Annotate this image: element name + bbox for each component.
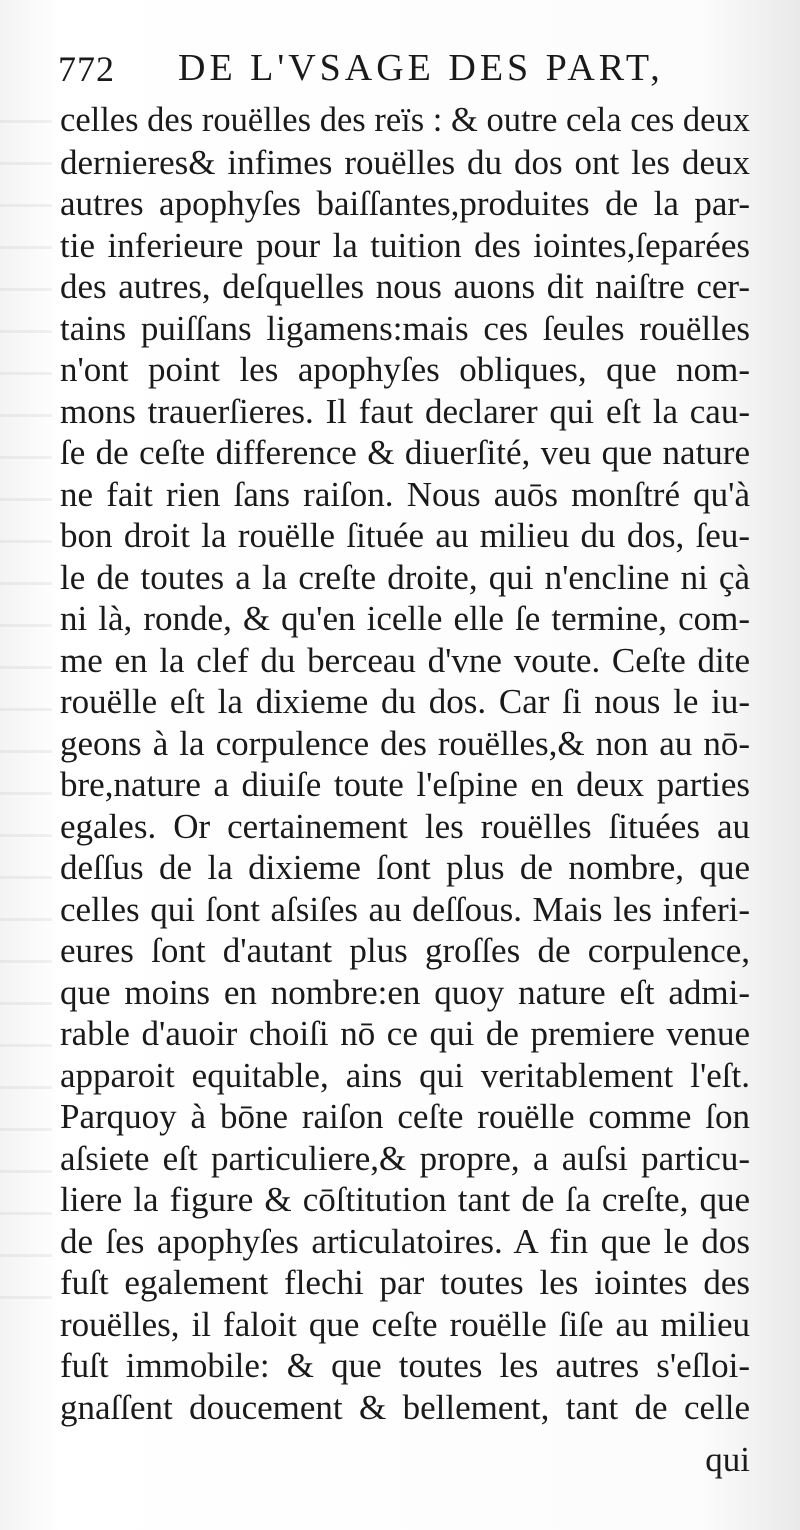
- text-line: ſe de ceſte difference & diuerſité, veu que nature: [60, 433, 750, 472]
- text-line: mons trauerſieres. Il faut declarer qui eſt la cau-: [60, 391, 750, 431]
- text-line: gnaſſent doucement & bellement, tant de celle: [60, 1387, 750, 1427]
- text-line: autres apophyſes baiſſantes,produites de la par-: [60, 184, 750, 223]
- text-line: geons à la corpulence des rouëlles,& non au nō-: [60, 723, 750, 763]
- text-line: Parquoy à bōne raiſon ceſte rouëlle comme ſon: [60, 1097, 750, 1136]
- text-line: tains puiſſans ligamens:mais ces ſeules rouëlles: [60, 308, 750, 348]
- text-line: tie inferieure pour la tuition des iointes,ſeparées: [60, 225, 750, 265]
- text-line: bon droit la rouëlle ſituée au milieu du dos, ſeu-: [60, 516, 750, 555]
- text-line: me en la clef du berceau d'vne voute. Ceſte dite: [60, 640, 750, 680]
- text-line: rouëlle eſt la dixieme du dos. Car ſi nous le iu-: [60, 682, 750, 721]
- text-line: dernieres& infimes rouëlles du dos ont les deux: [60, 142, 750, 182]
- text-line: celles des rouëlles des reïs : & outre cela ces deux: [60, 101, 750, 139]
- text-line: rable d'auoir choiſi nō ce qui de premiere venue: [60, 1014, 750, 1053]
- text-line: eures ſont d'autant plus groſſes de corpulence,: [60, 931, 750, 970]
- text-line: deſſus de la dixieme ſont plus de nombre, que: [60, 848, 750, 887]
- text-line: fuſt egalement flechi par toutes les iointes des: [60, 1263, 750, 1302]
- text-line: n'ont point les apophyſes obliques, que nom-: [60, 350, 750, 389]
- text-line: que moins en nombre:en quoy nature eſt admi-: [60, 972, 750, 1012]
- page-header: [58, 42, 748, 94]
- text-line: fuſt immobile: & que toutes les autres s'eſloi-: [60, 1346, 750, 1385]
- catchword: qui: [705, 1440, 750, 1479]
- running-title: DE L'VSAGE DES PART,: [178, 47, 664, 89]
- text-line: rouëlles, il faloit que ceſte rouëlle ſiſe au milieu: [60, 1304, 750, 1344]
- body-text: [60, 100, 750, 1428]
- bleed-through-shadow: [0, 120, 52, 1320]
- text-line: ni là, ronde, & qu'en icelle elle ſe termine, com-: [60, 599, 750, 638]
- text-line: aſsiete eſt particuliere,& propre, a auſsi particu-: [60, 1138, 750, 1178]
- text-line: le de toutes a la creſte droite, qui n'encline ni çà: [60, 557, 750, 597]
- text-line: de ſes apophyſes articulatoires. A fin que le dos: [60, 1221, 750, 1261]
- text-line: des autres, deſquelles nous auons dit naiſtre cer-: [60, 267, 750, 306]
- text-line: ne fait rien ſans raiſon. Nous auōs monſtré qu'à: [60, 474, 750, 514]
- text-line: celles qui ſont aſsiſes au deſſous. Mais les inferi-: [60, 889, 750, 929]
- text-line: egales. Or certainement les rouëlles ſituées au: [60, 806, 750, 846]
- text-line: liere la figure & cōſtitution tant de ſa creſte, que: [60, 1180, 750, 1219]
- text-line: bre,nature a diuiſe toute l'eſpine en deux parties: [60, 765, 750, 804]
- page-number: 772: [58, 49, 115, 89]
- text-line: apparoit equitable, ains qui veritablement l'eſt.: [60, 1055, 750, 1095]
